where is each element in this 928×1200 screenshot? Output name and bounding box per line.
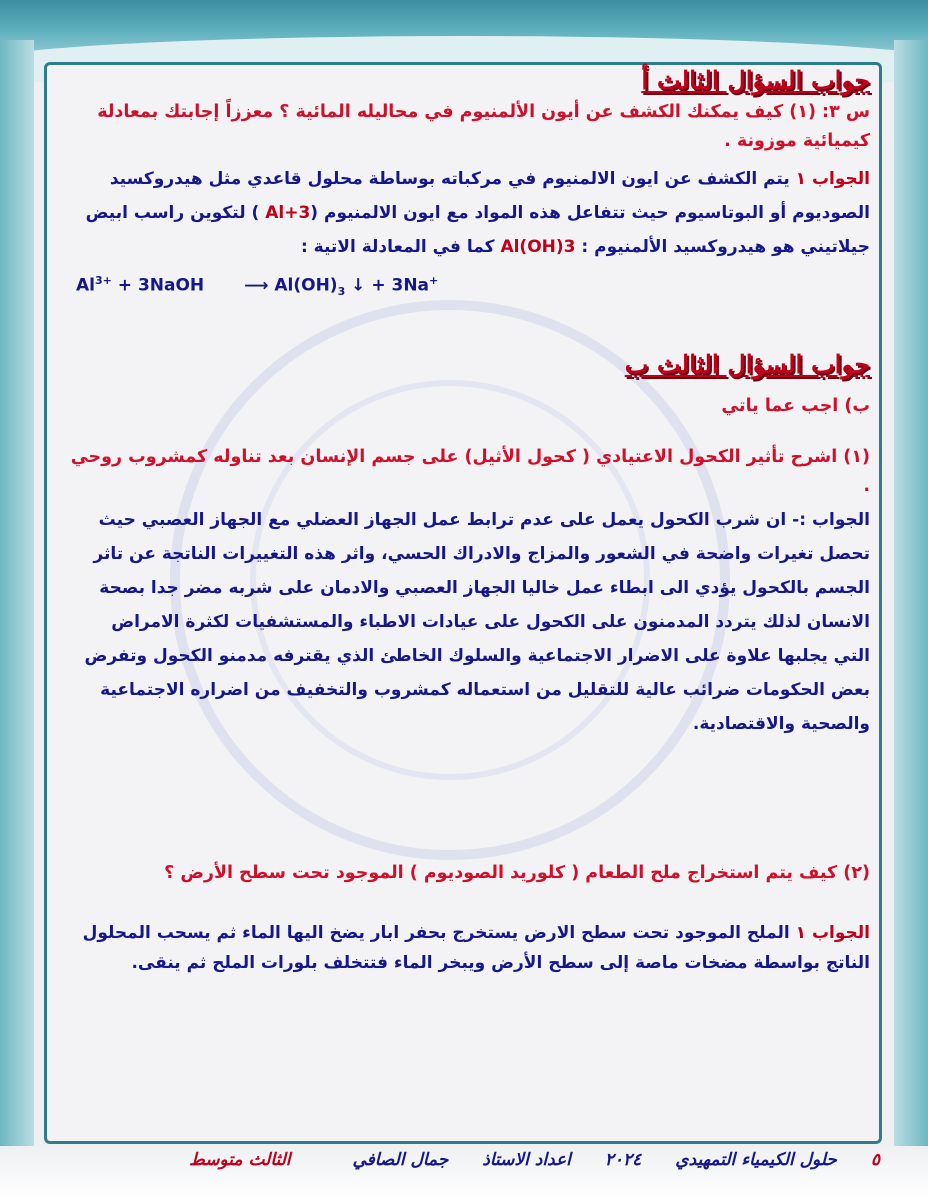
question-b-2: (٢) كيف يتم استخراج ملح الطعام ( كلوريد الصوديوم ) الموجود تحت سطح الأرض ؟ xyxy=(164,863,870,884)
eq-al-charge: 3+ xyxy=(94,274,112,287)
year: ٢٠٢٤ xyxy=(604,1150,642,1170)
eq-aloh-subscript: 3 xyxy=(337,285,346,299)
book-title: حلول الكيمياء التمهيدي xyxy=(675,1150,837,1170)
page-content xyxy=(70,60,870,978)
question-3-1: س ٣: (١) كيف يمكنك الكشف عن أيون الألمنيوم في محاليله المائية ؟ معززاً إجابتك بمعادلة كيميائية موزونة . xyxy=(97,102,870,151)
answer-b-1 xyxy=(70,503,870,741)
answer-b-2-lead: الجواب ١ xyxy=(789,923,870,944)
answer-b-1-text: ان شرب الكحول يعمل على عدم ترابط عمل الجهاز العضلي مع الجهاز العصبي حيث تحصل تغيرات واضحة في الشعور والمزاج والادراك الحسي، واثر هذه التغييرات الناتجة عن تاثر الجسم بالكحول يؤدي الى ابطاء عمل خاليا الجهاز العصبي والادمان على شربه مضر جدا بصحة الانسان لذلك يتردد المدمنون على الكحول على عيادات الاطباء والمستشفيات لكثرة الامراض التي يجلبها علاوة على الاضرار الاجتماعية والسلوك الخاطئ الذي يقترفه مدمنو الكحول وتفرض بعض الحكومات ضرائب عالية للتقليل من استعماله كمشروب والتخفيف من اضراره الاجتماعية والصحية والاقتصادية. xyxy=(84,510,870,735)
eq-product-aloh: Al(OH) xyxy=(274,275,338,296)
answer-b-2 xyxy=(70,918,870,978)
chemical-equation xyxy=(70,274,870,298)
precipitate-arrow-icon: ↓ xyxy=(351,275,366,296)
prepared-by-label: اعداد الاستاذ xyxy=(482,1150,571,1170)
eq-reactant-al: Al xyxy=(76,275,95,296)
question-b-1: (١) اشرح تأثير الكحول الاعتيادي ( كحول الأثيل) على جسم الإنسان بعد تناوله كمشروب روحي . xyxy=(70,447,870,497)
eq-product-na: + 3Na xyxy=(365,275,430,296)
eq-reactant-naoh: + 3NaOH xyxy=(111,275,205,296)
eq-na-charge: + xyxy=(429,274,439,287)
aluminium-ion: Al+3 xyxy=(265,203,311,223)
answer-text-part3: كما في المعادلة الاتية : xyxy=(300,237,501,257)
section-b-heading: جواب السؤال الثالث ب xyxy=(624,350,870,380)
right-border-decoration xyxy=(894,40,928,1160)
section-a-heading: جواب السؤال الثالث أ xyxy=(641,66,870,95)
page-number: ٥ xyxy=(870,1150,880,1170)
answer-text-part1: يتم الكشف عن ايون الالمنيوم في مركباته بوساطة محلول قاعدي مثل هيدروكسيد الصوديوم أو البوتاسيوم حيث تتفاعل هذه المواد مع ايون الالمنيوم ( xyxy=(109,169,870,223)
aluminium-hydroxide-formula: Al(OH)3 xyxy=(500,237,576,257)
page-footer xyxy=(160,1150,880,1170)
answer-b-1-lead: الجواب :- xyxy=(786,510,870,531)
section-b-intro: ب) اجب عما ياتي xyxy=(721,396,870,417)
prepared-by xyxy=(324,1150,570,1170)
answer-3-1 xyxy=(70,162,870,264)
answer-b-2-text: الملح الموجود تحت سطح الارض يستخرج بحفر ابار يضخ اليها الماء ثم يسحب المحلول الناتج بواسطة مضخات ماصة إلى سطح الأرض ويبخر الماء فتتخلف بلورات الملح ثم ينقى. xyxy=(82,923,870,974)
eq-arrow-icon: ⟶ xyxy=(244,275,269,296)
author-name: جمال الصافي xyxy=(352,1150,449,1170)
answer-text-part2: ) لتكوين راسب ابيض جيلاتيني هو هيدروكسيد الألمنيوم : xyxy=(85,203,870,257)
answer-lead: الجواب ١ xyxy=(789,169,870,189)
left-border-decoration xyxy=(0,40,34,1160)
grade-label: الثالث متوسط xyxy=(189,1150,291,1170)
